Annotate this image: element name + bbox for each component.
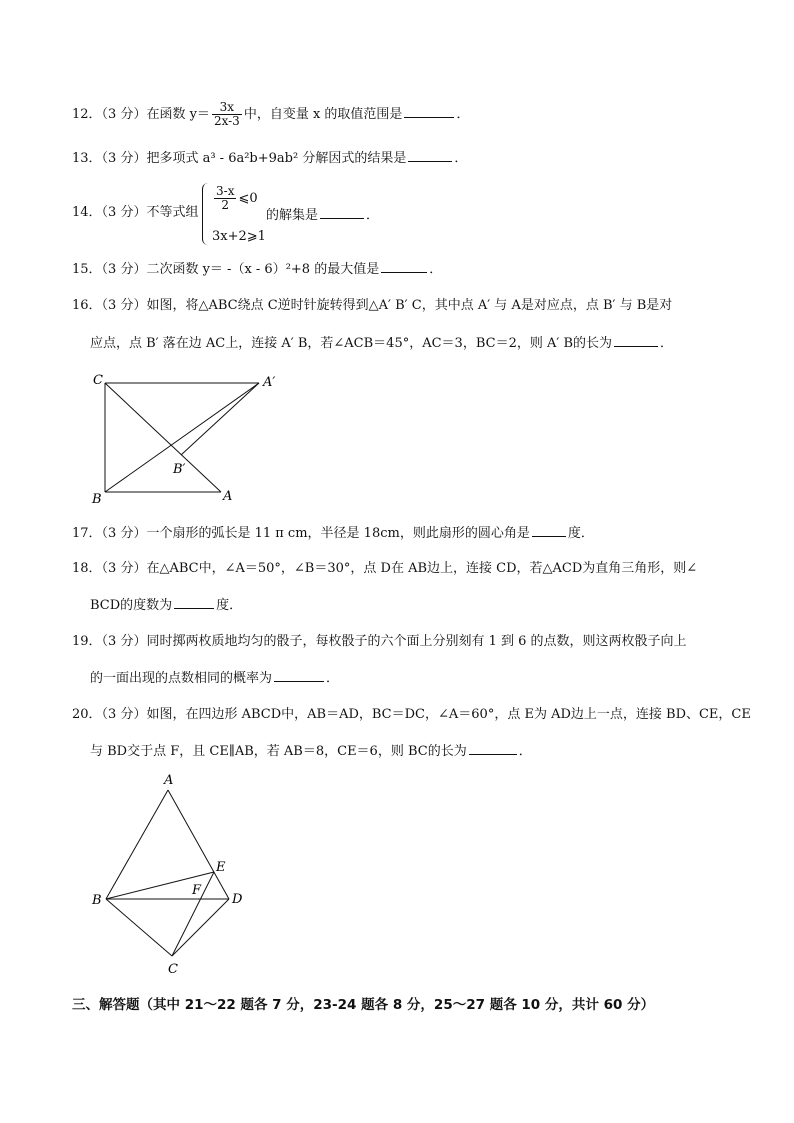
label-a: A: [164, 773, 174, 788]
question-18-line-1: 18．（3 分）在△ABC中，∠A＝50°，∠B＝30°，点 D在 AB边上，连接 CD，若△ACD为直角三角形，则∠: [72, 561, 698, 576]
question-16-line-2: 应点，点 B′ 落在边 AC上，连接 A′ B，若∠ACB＝45°，AC＝3，BC＝2，则 A′ B的长为 ．: [90, 336, 674, 351]
label-b-prime: B′: [173, 462, 186, 477]
label-c: C: [93, 373, 103, 388]
segment-ab: [106, 790, 168, 899]
question-12: 12．（3 分）在函数 y＝ $\frac{3x}{2x-3}$ 中，自变量 x 的取值范围是 ．: [72, 100, 470, 128]
fraction: $\frac{3x}{2x-3}$: [213, 100, 240, 128]
question-13: 13．（3 分）把多项式 a³ - 6a²b+9ab² 分解因式的结果是 ．: [72, 151, 468, 166]
question-14-suffix: 的解集是 ．: [266, 208, 380, 223]
segment-dc: [172, 899, 229, 956]
label-d: D: [232, 892, 243, 907]
label-f: F: [192, 883, 202, 898]
figure-rotation: [80, 362, 310, 512]
label-a: A: [223, 489, 233, 504]
question-19-line-2: 的一面出现的点数相同的概率为 ．: [90, 671, 340, 686]
inequality-2: 3x+2⩾1: [212, 229, 266, 244]
answer-blank: [614, 334, 658, 347]
answer-blank: [469, 742, 517, 755]
question-14: 14．（3 分）不等式组: [72, 205, 199, 220]
label-a-prime: A′: [263, 375, 276, 390]
label-b: B: [92, 492, 102, 507]
question-19-line-1: 19．（3 分）同时掷两枚质地均匀的骰子，每枚骰子的六个面上分别刻有 1 到 6 的点数，则这两枚骰子向上: [72, 634, 687, 649]
label-b: B: [92, 893, 102, 908]
answer-blank: [381, 260, 427, 273]
answer-blank: [174, 596, 214, 609]
question-20-line-2: 与 BD交于点 F，且 CE∥AB，若 AB＝8，CE＝6，则 BC的长为 ．: [90, 744, 532, 759]
segment-a1b1: [181, 383, 259, 455]
question-18-line-2: BCD的度数为 度．: [90, 598, 243, 613]
answer-blank: [320, 206, 364, 219]
answer-blank: [274, 669, 324, 682]
system-brace: [202, 183, 211, 245]
answer-blank: [408, 149, 452, 162]
question-17: 17．（3 分）一个扇形的弧长是 11 π cm，半径是 18cm，则此扇形的圆心角是 度．: [72, 526, 594, 541]
figure-quadrilateral: [80, 770, 260, 980]
question-20-line-1: 20．（3 分）如图，在四边形 ABCD中，AB＝AD，BC＝DC，∠A＝60°，点 E为 AD边上一点，连接 BD、CE，CE: [72, 707, 751, 722]
segment-ca: [105, 383, 221, 492]
answer-blank: [532, 524, 566, 537]
question-16-line-1: 16．（3 分）如图，将△ABC绕点 C逆时针旋转得到△A′ B′ C，其中点 A′ 与 A是对应点，点 B′ 与 B是对: [72, 298, 673, 313]
label-e: E: [216, 860, 226, 875]
answer-blank: [404, 105, 454, 118]
question-15: 15．（3 分）二次函数 y＝ -（x - 6）²+8 的最大值是 ．: [72, 262, 443, 277]
section-heading: 三、解答题（其中 21～22 题各 7 分，23-24 题各 8 分，25～27 题各 10 分，共计 60 分）: [72, 997, 655, 1013]
segment-bc: [106, 899, 172, 956]
inequality-1: $\frac{3-x}{2}$ ⩽0: [216, 184, 258, 212]
label-c: C: [168, 962, 178, 977]
